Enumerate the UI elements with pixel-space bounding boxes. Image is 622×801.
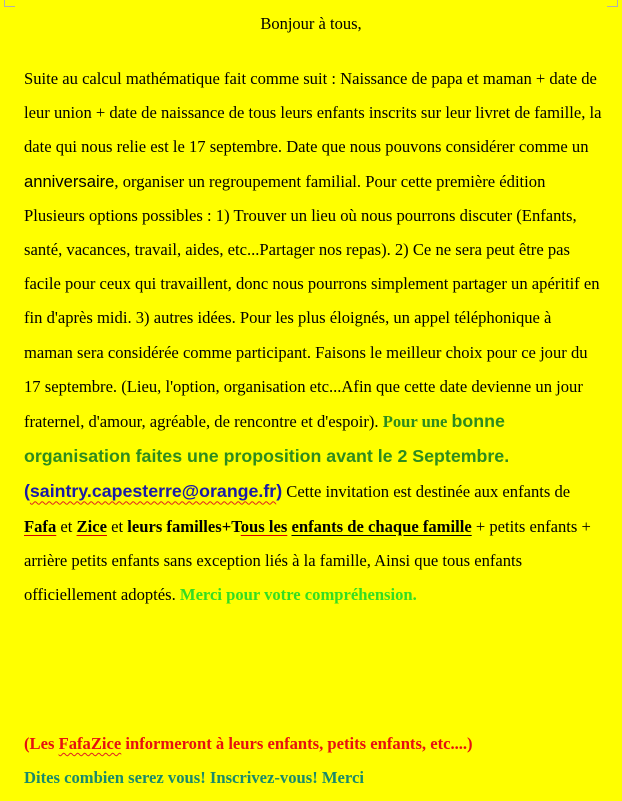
and-text-2: et (106, 516, 128, 536)
and-text: et (56, 516, 77, 536)
invitation-text: Cette invitation est destinée aux enfants de (282, 482, 571, 502)
document-body (24, 62, 604, 612)
anniversaire-word: anniversaire (24, 171, 115, 191)
thanks-text: Merci pour votre compréhension. (179, 585, 417, 605)
pour-une-text: Pour une (382, 412, 452, 432)
email-link[interactable]: saintry.capesterre@orange.fr (29, 481, 277, 502)
greeting: Bonjour à tous, (260, 14, 362, 33)
footer-fafazice: FafaZice (58, 734, 122, 753)
page-corner-mark-left (4, 0, 15, 7)
name-zice: Zice (76, 516, 107, 536)
family-extent-text: + petits enfants + arrière petits enfants sans exception liés à la famille, Ainsi que tous enfants officiellement adoptés. (24, 516, 591, 605)
footer-red-open: (Les (24, 734, 59, 753)
paragraph-intro: Suite au calcul mathématique fait comme suit : Naissance de papa et maman + date de leur union + date de naissance de tous leurs enfants inscrits sur leur livret de famille, la date qui nous relie est le 17 septembre. Date que nous pouvons considérer comme un (24, 69, 602, 157)
plus-t-text: +T (221, 516, 241, 536)
email-close-paren: ) (276, 481, 283, 502)
page-corner-mark-right (607, 0, 618, 7)
footer-red-line (24, 734, 614, 754)
paragraph-options: , organiser un regroupement familial. Pour cette première édition Plusieurs options possibles : 1) Trouver un lieu où nous pourrons discuter (Enfants, santé, vacances, travail, aides, etc...Partager nos repas). 2) Ce ne sera peut être pas facile pour ceux qui travaillent, donc nous pourrons simplement partager un apéritif en fin d'après midi. 3) autres idées. Pour les plus éloignés, un appel téléphonique à maman sera considérée comme participant. Faisons le meilleur choix pour ce jour du 17 septembre. (Lieu, l'option, organisation etc...Afin que cette date devienne un jour fraternel, d'amour, agréable, de rencontre et d'espoir). (24, 171, 600, 432)
footer-teal-line: Dites combien serez vous! Inscrivez-vous! Merci (24, 768, 364, 787)
name-fafa: Fafa (24, 516, 57, 536)
enfants-chaque-famille-text: enfants de chaque famille (291, 516, 472, 536)
email-open-paren: ( (24, 481, 30, 502)
deadline-text: bonne organisation faites une proposition avant le 2 Septembre. (24, 411, 510, 467)
footer-red-rest: informeront à leurs enfants, petits enfants, etc....) (121, 734, 473, 753)
leurs-familles-text: leurs familles (127, 516, 222, 536)
tous-les-text: ous les (240, 516, 288, 536)
